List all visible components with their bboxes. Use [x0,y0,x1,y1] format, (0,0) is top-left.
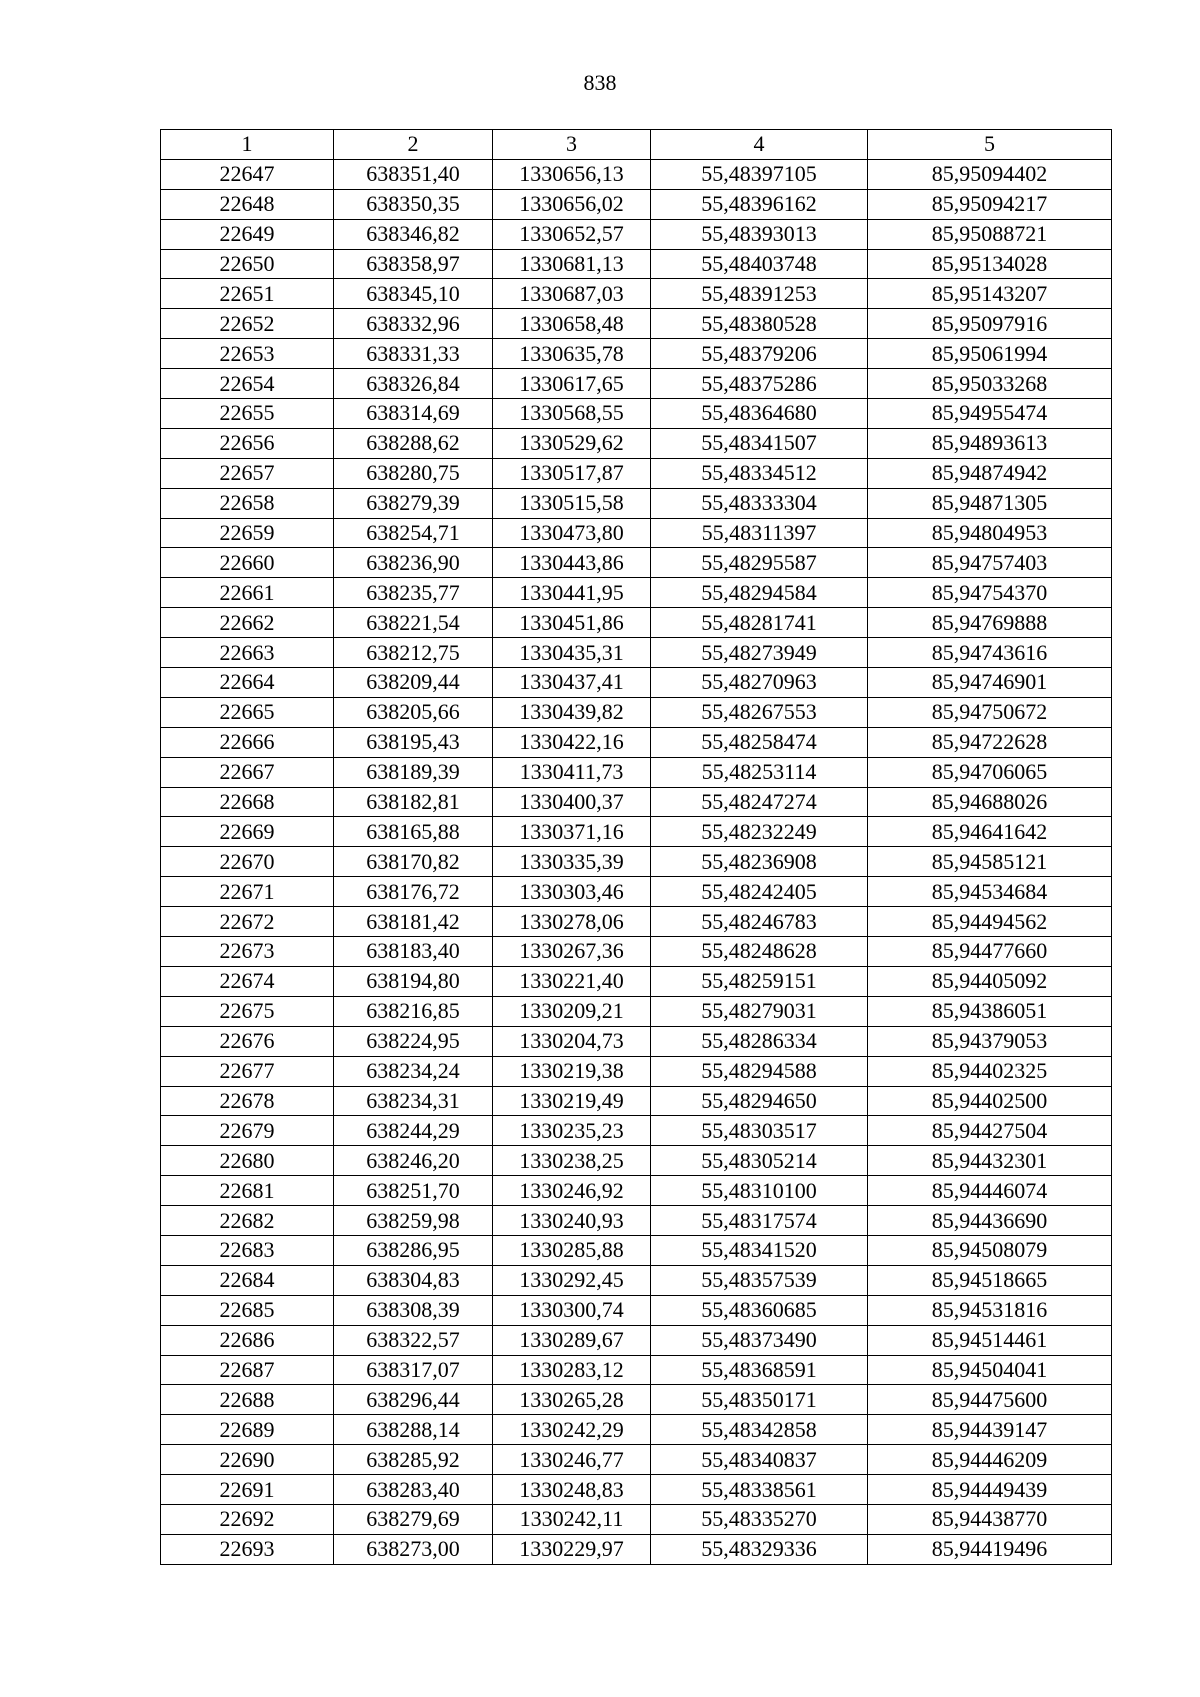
longitude-cell: 85,95143207 [868,279,1112,309]
table-row [161,847,1112,877]
point-number-cell: 22671 [161,877,334,907]
longitude-cell: 85,94754370 [868,578,1112,608]
y-coordinate-cell: 1330411,73 [493,757,651,787]
y-coordinate-cell: 1330515,58 [493,488,651,518]
point-number-cell: 22661 [161,578,334,608]
table-row [161,458,1112,488]
longitude-cell: 85,94405092 [868,966,1112,996]
latitude-cell: 55,48403748 [651,249,868,279]
longitude-cell: 85,94402325 [868,1056,1112,1086]
longitude-cell: 85,95094217 [868,189,1112,219]
longitude-cell: 85,94494562 [868,907,1112,937]
longitude-cell: 85,94706065 [868,757,1112,787]
column-header-4: 4 [651,130,868,160]
x-coordinate-cell: 638283,40 [334,1475,493,1505]
latitude-cell: 55,48295587 [651,548,868,578]
latitude-cell: 55,48303517 [651,1116,868,1146]
point-number-cell: 22680 [161,1146,334,1176]
point-number-cell: 22650 [161,249,334,279]
y-coordinate-cell: 1330687,03 [493,279,651,309]
x-coordinate-cell: 638346,82 [334,219,493,249]
y-coordinate-cell: 1330209,21 [493,996,651,1026]
point-number-cell: 22679 [161,1116,334,1146]
point-number-cell: 22652 [161,309,334,339]
y-coordinate-cell: 1330242,11 [493,1504,651,1534]
latitude-cell: 55,48380528 [651,309,868,339]
table-header [161,130,1112,160]
y-coordinate-cell: 1330289,67 [493,1325,651,1355]
point-number-cell: 22673 [161,937,334,967]
latitude-cell: 55,48286334 [651,1026,868,1056]
column-header-2: 2 [334,130,493,160]
table-row [161,608,1112,638]
longitude-cell: 85,94508079 [868,1235,1112,1265]
latitude-cell: 55,48236908 [651,847,868,877]
x-coordinate-cell: 638209,44 [334,668,493,698]
coordinates-table [160,129,1112,1565]
latitude-cell: 55,48246783 [651,907,868,937]
latitude-cell: 55,48338561 [651,1475,868,1505]
table-row [161,668,1112,698]
y-coordinate-cell: 1330656,13 [493,159,651,189]
x-coordinate-cell: 638181,42 [334,907,493,937]
x-coordinate-cell: 638285,92 [334,1445,493,1475]
table-row [161,907,1112,937]
point-number-cell: 22649 [161,219,334,249]
point-number-cell: 22691 [161,1475,334,1505]
latitude-cell: 55,48294588 [651,1056,868,1086]
point-number-cell: 22682 [161,1206,334,1236]
y-coordinate-cell: 1330617,65 [493,369,651,399]
table-row [161,488,1112,518]
latitude-cell: 55,48242405 [651,877,868,907]
point-number-cell: 22693 [161,1534,334,1564]
latitude-cell: 55,48373490 [651,1325,868,1355]
table-row [161,787,1112,817]
longitude-cell: 85,94446074 [868,1176,1112,1206]
y-coordinate-cell: 1330219,38 [493,1056,651,1086]
table-row [161,966,1112,996]
point-number-cell: 22675 [161,996,334,1026]
longitude-cell: 85,94531816 [868,1295,1112,1325]
point-number-cell: 22664 [161,668,334,698]
longitude-cell: 85,94641642 [868,817,1112,847]
y-coordinate-cell: 1330441,95 [493,578,651,608]
point-number-cell: 22659 [161,518,334,548]
y-coordinate-cell: 1330246,92 [493,1176,651,1206]
table-row [161,279,1112,309]
table-row [161,1206,1112,1236]
point-number-cell: 22657 [161,458,334,488]
y-coordinate-cell: 1330451,86 [493,608,651,638]
latitude-cell: 55,48357539 [651,1265,868,1295]
x-coordinate-cell: 638176,72 [334,877,493,907]
y-coordinate-cell: 1330219,49 [493,1086,651,1116]
table-row [161,1355,1112,1385]
x-coordinate-cell: 638234,31 [334,1086,493,1116]
latitude-cell: 55,48333304 [651,488,868,518]
latitude-cell: 55,48253114 [651,757,868,787]
y-coordinate-cell: 1330292,45 [493,1265,651,1295]
longitude-cell: 85,95097916 [868,309,1112,339]
x-coordinate-cell: 638351,40 [334,159,493,189]
point-number-cell: 22654 [161,369,334,399]
x-coordinate-cell: 638183,40 [334,937,493,967]
x-coordinate-cell: 638212,75 [334,638,493,668]
table-row [161,1325,1112,1355]
longitude-cell: 85,94446209 [868,1445,1112,1475]
y-coordinate-cell: 1330439,82 [493,697,651,727]
point-number-cell: 22651 [161,279,334,309]
y-coordinate-cell: 1330204,73 [493,1026,651,1056]
x-coordinate-cell: 638331,33 [334,339,493,369]
latitude-cell: 55,48273949 [651,638,868,668]
longitude-cell: 85,94518665 [868,1265,1112,1295]
table-row [161,249,1112,279]
point-number-cell: 22676 [161,1026,334,1056]
y-coordinate-cell: 1330300,74 [493,1295,651,1325]
longitude-cell: 85,94804953 [868,518,1112,548]
longitude-cell: 85,94436690 [868,1206,1112,1236]
y-coordinate-cell: 1330238,25 [493,1146,651,1176]
longitude-cell: 85,94874942 [868,458,1112,488]
table-row [161,1534,1112,1564]
point-number-cell: 22672 [161,907,334,937]
longitude-cell: 85,94514461 [868,1325,1112,1355]
latitude-cell: 55,48294650 [651,1086,868,1116]
x-coordinate-cell: 638296,44 [334,1385,493,1415]
x-coordinate-cell: 638254,71 [334,518,493,548]
latitude-cell: 55,48334512 [651,458,868,488]
point-number-cell: 22670 [161,847,334,877]
point-number-cell: 22655 [161,399,334,429]
point-number-cell: 22689 [161,1415,334,1445]
longitude-cell: 85,95088721 [868,219,1112,249]
table-row [161,1445,1112,1475]
table-row [161,1116,1112,1146]
longitude-cell: 85,94449439 [868,1475,1112,1505]
point-number-cell: 22668 [161,787,334,817]
x-coordinate-cell: 638189,39 [334,757,493,787]
x-coordinate-cell: 638234,24 [334,1056,493,1086]
latitude-cell: 55,48393013 [651,219,868,249]
longitude-cell: 85,94955474 [868,399,1112,429]
column-header-3: 3 [493,130,651,160]
table-row [161,369,1112,399]
y-coordinate-cell: 1330221,40 [493,966,651,996]
y-coordinate-cell: 1330656,02 [493,189,651,219]
longitude-cell: 85,94769888 [868,608,1112,638]
x-coordinate-cell: 638221,54 [334,608,493,638]
latitude-cell: 55,48317574 [651,1206,868,1236]
x-coordinate-cell: 638195,43 [334,727,493,757]
point-number-cell: 22667 [161,757,334,787]
latitude-cell: 55,48259151 [651,966,868,996]
x-coordinate-cell: 638279,69 [334,1504,493,1534]
x-coordinate-cell: 638246,20 [334,1146,493,1176]
y-coordinate-cell: 1330652,57 [493,219,651,249]
longitude-cell: 85,94743616 [868,638,1112,668]
x-coordinate-cell: 638288,14 [334,1415,493,1445]
x-coordinate-cell: 638280,75 [334,458,493,488]
point-number-cell: 22648 [161,189,334,219]
latitude-cell: 55,48258474 [651,727,868,757]
y-coordinate-cell: 1330335,39 [493,847,651,877]
x-coordinate-cell: 638279,39 [334,488,493,518]
x-coordinate-cell: 638182,81 [334,787,493,817]
latitude-cell: 55,48342858 [651,1415,868,1445]
latitude-cell: 55,48341507 [651,428,868,458]
longitude-cell: 85,94893613 [868,428,1112,458]
y-coordinate-cell: 1330435,31 [493,638,651,668]
longitude-cell: 85,94871305 [868,488,1112,518]
latitude-cell: 55,48281741 [651,608,868,638]
y-coordinate-cell: 1330267,36 [493,937,651,967]
x-coordinate-cell: 638224,95 [334,1026,493,1056]
table-row [161,399,1112,429]
longitude-cell: 85,94746901 [868,668,1112,698]
y-coordinate-cell: 1330443,86 [493,548,651,578]
point-number-cell: 22658 [161,488,334,518]
column-header-5: 5 [868,130,1112,160]
longitude-cell: 85,94419496 [868,1534,1112,1564]
table-row [161,1056,1112,1086]
latitude-cell: 55,48340837 [651,1445,868,1475]
table-row [161,578,1112,608]
y-coordinate-cell: 1330529,62 [493,428,651,458]
point-number-cell: 22681 [161,1176,334,1206]
point-number-cell: 22690 [161,1445,334,1475]
x-coordinate-cell: 638350,35 [334,189,493,219]
longitude-cell: 85,94379053 [868,1026,1112,1056]
header-row [161,130,1112,160]
table-row [161,1295,1112,1325]
latitude-cell: 55,48397105 [651,159,868,189]
longitude-cell: 85,94477660 [868,937,1112,967]
latitude-cell: 55,48375286 [651,369,868,399]
longitude-cell: 85,94386051 [868,996,1112,1026]
x-coordinate-cell: 638251,70 [334,1176,493,1206]
table-row [161,877,1112,907]
y-coordinate-cell: 1330681,13 [493,249,651,279]
y-coordinate-cell: 1330303,46 [493,877,651,907]
latitude-cell: 55,48232249 [651,817,868,847]
y-coordinate-cell: 1330285,88 [493,1235,651,1265]
table-row [161,727,1112,757]
table-row [161,638,1112,668]
table-row [161,159,1112,189]
y-coordinate-cell: 1330422,16 [493,727,651,757]
longitude-cell: 85,94427504 [868,1116,1112,1146]
point-number-cell: 22660 [161,548,334,578]
point-number-cell: 22687 [161,1355,334,1385]
y-coordinate-cell: 1330437,41 [493,668,651,698]
latitude-cell: 55,48279031 [651,996,868,1026]
table-row [161,1086,1112,1116]
point-number-cell: 22666 [161,727,334,757]
x-coordinate-cell: 638326,84 [334,369,493,399]
y-coordinate-cell: 1330240,93 [493,1206,651,1236]
x-coordinate-cell: 638194,80 [334,966,493,996]
point-number-cell: 22683 [161,1235,334,1265]
latitude-cell: 55,48396162 [651,189,868,219]
table-row [161,1265,1112,1295]
latitude-cell: 55,48335270 [651,1504,868,1534]
longitude-cell: 85,95134028 [868,249,1112,279]
point-number-cell: 22677 [161,1056,334,1086]
point-number-cell: 22663 [161,638,334,668]
y-coordinate-cell: 1330283,12 [493,1355,651,1385]
y-coordinate-cell: 1330371,16 [493,817,651,847]
longitude-cell: 85,95094402 [868,159,1112,189]
x-coordinate-cell: 638244,29 [334,1116,493,1146]
x-coordinate-cell: 638205,66 [334,697,493,727]
table-row [161,548,1112,578]
longitude-cell: 85,95061994 [868,339,1112,369]
x-coordinate-cell: 638236,90 [334,548,493,578]
x-coordinate-cell: 638345,10 [334,279,493,309]
latitude-cell: 55,48310100 [651,1176,868,1206]
table-row [161,697,1112,727]
point-number-cell: 22686 [161,1325,334,1355]
table-row [161,219,1112,249]
longitude-cell: 85,94534684 [868,877,1112,907]
x-coordinate-cell: 638170,82 [334,847,493,877]
point-number-cell: 22674 [161,966,334,996]
point-number-cell: 22653 [161,339,334,369]
latitude-cell: 55,48247274 [651,787,868,817]
longitude-cell: 85,94432301 [868,1146,1112,1176]
table-row [161,1504,1112,1534]
point-number-cell: 22662 [161,608,334,638]
longitude-cell: 85,94688026 [868,787,1112,817]
table-row [161,518,1112,548]
point-number-cell: 22678 [161,1086,334,1116]
x-coordinate-cell: 638317,07 [334,1355,493,1385]
table-row [161,996,1112,1026]
table-row [161,428,1112,458]
y-coordinate-cell: 1330235,23 [493,1116,651,1146]
latitude-cell: 55,48360685 [651,1295,868,1325]
point-number-cell: 22669 [161,817,334,847]
x-coordinate-cell: 638273,00 [334,1534,493,1564]
latitude-cell: 55,48311397 [651,518,868,548]
table-row [161,1176,1112,1206]
y-coordinate-cell: 1330265,28 [493,1385,651,1415]
point-number-cell: 22656 [161,428,334,458]
latitude-cell: 55,48329336 [651,1534,868,1564]
point-number-cell: 22647 [161,159,334,189]
y-coordinate-cell: 1330246,77 [493,1445,651,1475]
table-row [161,339,1112,369]
point-number-cell: 22684 [161,1265,334,1295]
table-row [161,1415,1112,1445]
longitude-cell: 85,94504041 [868,1355,1112,1385]
y-coordinate-cell: 1330278,06 [493,907,651,937]
y-coordinate-cell: 1330400,37 [493,787,651,817]
table-row [161,1475,1112,1505]
table-row [161,937,1112,967]
table-row [161,1026,1112,1056]
x-coordinate-cell: 638358,97 [334,249,493,279]
y-coordinate-cell: 1330658,48 [493,309,651,339]
table-row [161,1146,1112,1176]
x-coordinate-cell: 638235,77 [334,578,493,608]
latitude-cell: 55,48294584 [651,578,868,608]
longitude-cell: 85,94438770 [868,1504,1112,1534]
table-row [161,189,1112,219]
longitude-cell: 85,94757403 [868,548,1112,578]
x-coordinate-cell: 638216,85 [334,996,493,1026]
point-number-cell: 22688 [161,1385,334,1415]
x-coordinate-cell: 638304,83 [334,1265,493,1295]
y-coordinate-cell: 1330242,29 [493,1415,651,1445]
point-number-cell: 22665 [161,697,334,727]
x-coordinate-cell: 638308,39 [334,1295,493,1325]
x-coordinate-cell: 638165,88 [334,817,493,847]
table-row [161,757,1112,787]
longitude-cell: 85,94750672 [868,697,1112,727]
x-coordinate-cell: 638332,96 [334,309,493,339]
x-coordinate-cell: 638314,69 [334,399,493,429]
longitude-cell: 85,94585121 [868,847,1112,877]
latitude-cell: 55,48248628 [651,937,868,967]
longitude-cell: 85,95033268 [868,369,1112,399]
y-coordinate-cell: 1330473,80 [493,518,651,548]
longitude-cell: 85,94722628 [868,727,1112,757]
y-coordinate-cell: 1330248,83 [493,1475,651,1505]
point-number-cell: 22685 [161,1295,334,1325]
latitude-cell: 55,48270963 [651,668,868,698]
longitude-cell: 85,94439147 [868,1415,1112,1445]
y-coordinate-cell: 1330635,78 [493,339,651,369]
latitude-cell: 55,48368591 [651,1355,868,1385]
y-coordinate-cell: 1330568,55 [493,399,651,429]
latitude-cell: 55,48364680 [651,399,868,429]
y-coordinate-cell: 1330517,87 [493,458,651,488]
latitude-cell: 55,48305214 [651,1146,868,1176]
y-coordinate-cell: 1330229,97 [493,1534,651,1564]
latitude-cell: 55,48350171 [651,1385,868,1415]
latitude-cell: 55,48391253 [651,279,868,309]
latitude-cell: 55,48267553 [651,697,868,727]
latitude-cell: 55,48341520 [651,1235,868,1265]
table-row [161,817,1112,847]
x-coordinate-cell: 638286,95 [334,1235,493,1265]
table-row [161,1235,1112,1265]
longitude-cell: 85,94475600 [868,1385,1112,1415]
point-number-cell: 22692 [161,1504,334,1534]
longitude-cell: 85,94402500 [868,1086,1112,1116]
x-coordinate-cell: 638322,57 [334,1325,493,1355]
page-number: 838 [583,70,617,95]
table-body [161,159,1112,1564]
column-header-1: 1 [161,130,334,160]
latitude-cell: 55,48379206 [651,339,868,369]
table-row [161,1385,1112,1415]
table-row [161,309,1112,339]
x-coordinate-cell: 638259,98 [334,1206,493,1236]
x-coordinate-cell: 638288,62 [334,428,493,458]
